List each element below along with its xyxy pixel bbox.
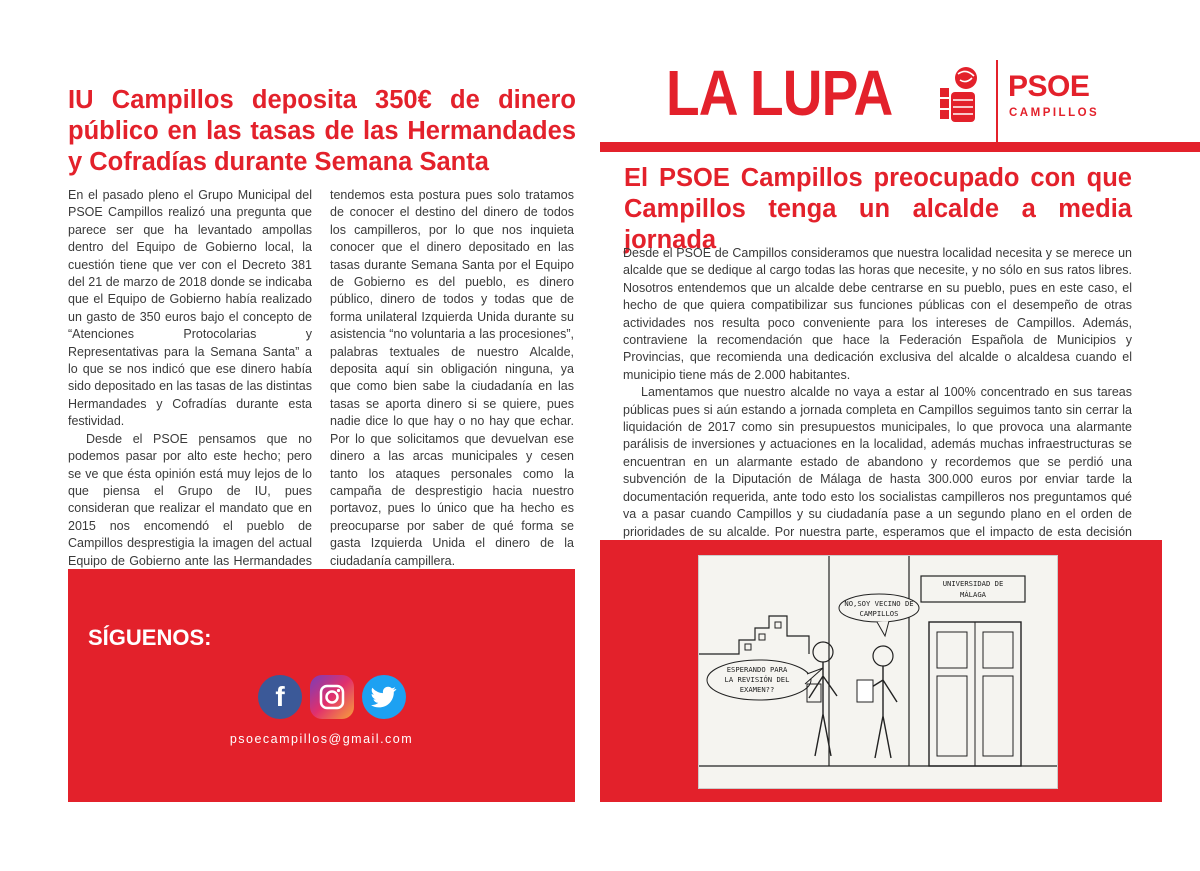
follow-us-panel [68,569,575,802]
paragraph: En el pasado pleno el Grupo Municipal del PSOE Campillos realizó una pregunta que parece ser que ha levantado ampollas dentro del Equipo de Gobierno local, la cuestión tiene que ver con el Decreto 381 del 21 de marzo de 2018 donde se indicaba que el Equipo de Gobierno había realizado un gasto de 350 euros bajo el concepto de “Atenciones Protocolarias y Representativas para la Semana Santa” a lo que se nos indicó que ese dinero había sido depositado en las tasas de las distintas Hermandades y Cofradías durante esta festividad. [68,188,312,429]
left-article-title: IU Campillos deposita 350€ de dinero público en las tasas de las Hermandades y Cofradías durante Semana Santa [68,86,576,176]
twitter-icon[interactable] [362,675,406,719]
logo-divider [996,60,998,142]
cartoon-speech-text: EXAMEN?? [739,685,775,694]
follow-us-label: SÍGUENOS: [88,625,212,650]
cartoon-drawing [699,556,1057,788]
cartoon-speech-text: ESPERANDO PARA [726,665,788,674]
left-column-2 [330,187,574,587]
right-article-title: El PSOE Campillos preocupado con que Campillos tenga un alcalde a media jornada [624,164,1132,254]
paragraph: Lamentamos que nuestro alcalde no vaya a estar al 100% concentrado en sus tareas públicas pues si aún estando a jornada completa en Campillos seguimos tanto sin cerrar la liquidación de 2017 como sin presupuestos municipales, lo que provoca una alarmante parálisis de inversiones y actuaciones en la localidad, además muchas infraestructuras se encuentran en un alarmante estado de abandono y recordemos que se perdió una subvención de la Diputación de Málaga de hasta 300.000 euros por enviar tarde la documentación requerida, ante todo esto los socialistas campilleros nos preguntamos qué va a pasar cuando Campillos y su ciudadanía pase a un segundo plano en el orden de prioridades de su alcalde. Por nuestra parte, esperamos que el impacto de esta decisión [623,385,1132,539]
paragraph: Desde el PSOE pensamos que no podemos pasar por alto este hecho; pero se ve que ésta opinión está muy lejos de lo que piensa el Grupo de IU, pues consideran que realizar el mandato que en 2015 nos encomendó el pueblo de Campillos desprestigia la imagen del actual Equipo de Gobierno ante las Hermandades [68,431,312,568]
cartoon-illustration [698,555,1058,789]
cartoon-speech-text: CAMPILLOS [859,609,899,618]
cartoon-panel [600,540,1162,802]
right-page [600,0,1200,871]
social-links [258,675,406,719]
psoe-rose-logo-icon [936,64,986,126]
brand-name: PSOE [1008,70,1090,103]
masthead-title: LA LUPA [666,57,893,129]
masthead-rule [600,142,1200,152]
contact-email[interactable]: psoecampillos@gmail.com [229,732,414,746]
left-article-body [68,187,574,587]
cartoon-speech-text: LA REVISIÓN DEL [724,675,790,684]
brand-subtitle: CAMPILLOS [1009,107,1100,119]
cartoon-sign-text: MÁLAGA [960,590,986,599]
paragraph: Desde el PSOE de Campillos consideramos que nuestra localidad necesita y se merece un alcalde que se dedique al cargo todas las horas que necesite, y no sólo en sus ratos libres. Nosotros entendemos que un alcalde debe centrarse en su pueblo, pues en este caso, el hecho de que quiera compatibilizar sus funciones públicas con el desempeño de otras actividades nos resulta poco conveniente para los intereses de Campillos. Además, contraviene la recomendación que hace la Federación Española de Municipios y Provincias, que recomienda una dedicación exclusiva del alcalde o alcaldesa cuando el municipio tiene más de 2.000 habitantes. [623,246,1132,382]
facebook-icon[interactable]: f [258,675,302,719]
left-column-1 [68,187,312,587]
cartoon-speech-text: NO,SOY VECINO DE [844,599,914,608]
cartoon-sign-text: UNIVERSIDAD DE [942,579,1004,588]
right-article-body [623,245,1132,558]
instagram-icon[interactable] [310,675,354,719]
paragraph: tendemos esta postura pues solo tratamos de conocer el destino del dinero de todos los campilleros, por lo que nos inquieta conocer que el dinero depositado en las tasas durante Semana Santa por el Equipo de Gobierno es del pueblo, es dinero público, dinero de todos y todas que de forma unilateral Izquierda Unida durante su asistencia “no voluntaria a las procesiones”, palabras textuales de nuestro Alcalde, deposita aquí sin obligación ninguna, ya que como bien sabe la ciudadanía en las tasas se aporta dinero si se quiere, pues nadie dice lo que hay o no hay que echar. Por lo que solicitamos que devuelvan ese dinero a las arcas municipales y cesen tanto los ataques personales como la campaña de desprestigio hacia nuestro portavoz, pues lo único que ha hecho es preocuparse por saber de qué forma se gasta Izquierda Unida el dinero de la ciudadanía campillera. [330,188,574,568]
